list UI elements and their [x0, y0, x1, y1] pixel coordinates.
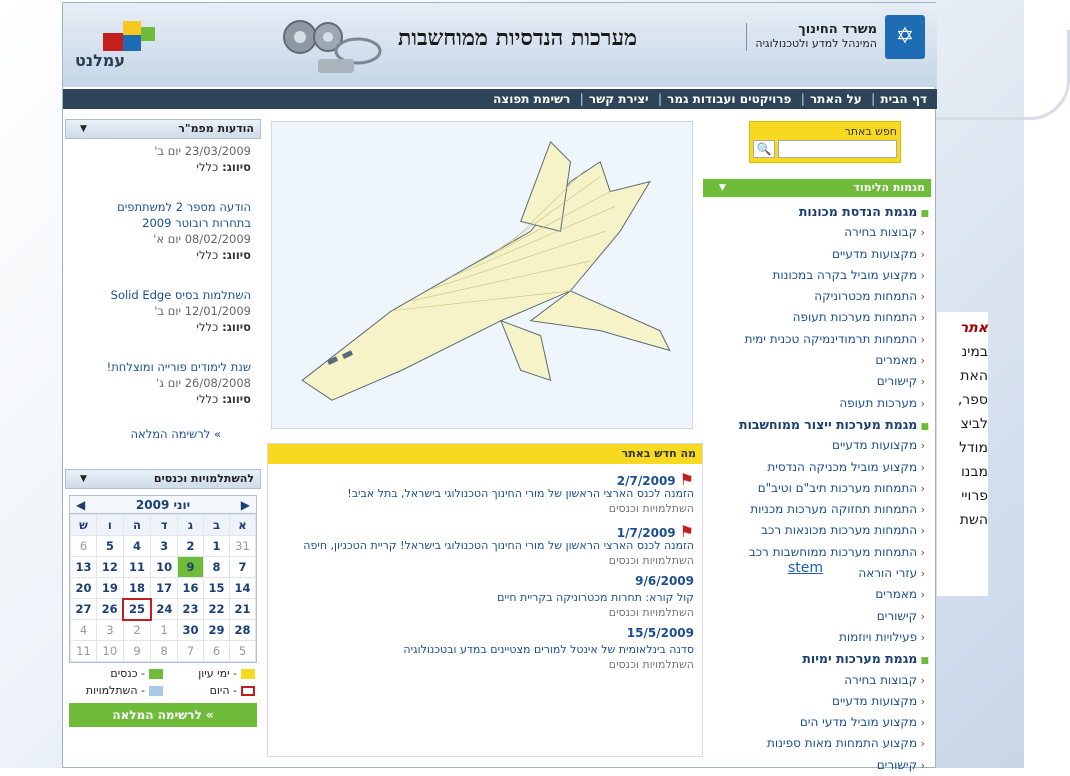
- main-navigation: דף הבית| על האתר| פרויקטים ועבודות גמר| יצירת קשר| רשימת תפוצה: [63, 89, 937, 109]
- category-link[interactable]: ‹ התמחות מערכות ממוחשבות רכב: [703, 542, 931, 563]
- legend-label: - היום: [209, 684, 237, 697]
- category-heading[interactable]: ■ מגמת מערכות ימיות: [703, 648, 931, 669]
- nav-home[interactable]: דף הבית: [880, 92, 927, 106]
- calendar-day[interactable]: 24: [151, 599, 178, 620]
- announcement-date: 12/01/2009 יום ב': [154, 304, 251, 318]
- news-date: 9/6/2009: [635, 574, 694, 588]
- news-category: השתלמויות וכנסים: [608, 554, 694, 567]
- gears-illustration-icon: [278, 11, 388, 81]
- category-link[interactable]: ‹ קבוצות בחירה: [703, 222, 931, 243]
- space-shuttle-illustration: [271, 121, 693, 429]
- category-link[interactable]: ‹ קבוצות בחירה: [703, 670, 931, 691]
- calendar-day[interactable]: 6: [203, 641, 229, 662]
- calendar-grid: [70, 514, 256, 662]
- category-link[interactable]: ‹ מערכות תעופה: [703, 393, 931, 414]
- category-link[interactable]: ‹ מקצועות מדעיים: [703, 435, 931, 456]
- news-title-link[interactable]: הזמנה לכנס הארצי הראשון של מורי החינוך הטכנולוגי בישראל! קריית הטכניון, חיפה: [303, 539, 694, 552]
- calendar-day[interactable]: 12: [96, 557, 123, 578]
- search-input[interactable]: [778, 140, 897, 158]
- logo-text: עמלנט: [75, 51, 126, 70]
- announcement-item: [65, 283, 261, 335]
- calendar-day[interactable]: 10: [96, 641, 123, 662]
- calendar-day[interactable]: 5: [229, 641, 255, 662]
- legend-swatch: [241, 686, 255, 696]
- red-flag-icon: ⚑: [679, 470, 694, 489]
- red-flag-icon: ⚑: [679, 522, 694, 541]
- announcement-item: [65, 139, 261, 175]
- announcement-category: סיווג: כללי: [196, 248, 251, 262]
- fragment-line: לביצ: [960, 416, 988, 432]
- category-link[interactable]: ‹ מאמרים: [703, 350, 931, 371]
- calendar-day[interactable]: 10: [151, 557, 178, 578]
- calendar-day[interactable]: 1: [151, 620, 178, 641]
- category-link[interactable]: ‹ התמחות מערכות תיב"ם וטיב"ם: [703, 478, 931, 499]
- announcement-title[interactable]: שנת לימודים פורייה ומוצלחת!: [106, 360, 251, 374]
- weekday-header: א: [229, 515, 255, 536]
- calendar-day[interactable]: 16: [178, 578, 204, 599]
- calendar-day[interactable]: 5: [96, 536, 123, 557]
- calendar-day[interactable]: 26: [96, 599, 123, 620]
- chevron-down-icon: ▼: [80, 474, 87, 484]
- fragment-line: ספר,: [957, 392, 988, 408]
- search-box: [749, 121, 901, 163]
- announcement-date: 08/02/2009 יום א': [153, 232, 251, 246]
- weekday-header: ד: [151, 515, 178, 536]
- nav-mailing-list[interactable]: רשימת תפוצה: [493, 92, 571, 106]
- calendar: [69, 495, 257, 663]
- calendar-legend: [65, 663, 261, 699]
- calendar-day[interactable]: 20: [71, 578, 97, 599]
- chevron-down-icon: ▼: [719, 183, 726, 193]
- news-category: השתלמויות וכנסים: [608, 658, 694, 671]
- legend-label: - כנסים: [110, 667, 145, 680]
- announcement-category: סיווג: כללי: [196, 392, 251, 406]
- calendar-day[interactable]: 11: [71, 641, 97, 662]
- calendar-day[interactable]: 6: [71, 536, 97, 557]
- category-link[interactable]: ‹ קישורים: [703, 371, 931, 392]
- news-category: השתלמויות וכנסים: [608, 606, 694, 619]
- announcements-header[interactable]: הודעות מפמ"ר ▼: [65, 119, 261, 139]
- calendar-day[interactable]: 29: [203, 620, 229, 641]
- category-link[interactable]: ‹ התמחות תרמודינמיקה טכנית ימית: [703, 329, 931, 350]
- calendar-day[interactable]: 27: [71, 599, 97, 620]
- category-link[interactable]: ‹ מקצוע התמחות מאות ספינות: [703, 733, 931, 754]
- legend-label: - השתלמויות: [85, 684, 145, 697]
- calendar-day[interactable]: 17: [151, 578, 178, 599]
- chevron-down-icon: ▼: [80, 124, 87, 134]
- weekday-header: ה: [123, 515, 151, 536]
- announcement-date: 23/03/2009 יום ב': [154, 144, 251, 158]
- calendar-day[interactable]: 8: [151, 641, 178, 662]
- calendar-day[interactable]: 9: [123, 641, 151, 662]
- calendar-day[interactable]: 7: [229, 557, 255, 578]
- category-link[interactable]: ‹ התמחות מערכות תעופה: [703, 307, 931, 328]
- fragment-link[interactable]: stem: [788, 560, 824, 576]
- calendar-day[interactable]: 31: [229, 536, 255, 557]
- search-icon[interactable]: 🔍: [753, 140, 775, 158]
- category-link[interactable]: ‹ מקצוע מוביל מדעי הים: [703, 712, 931, 733]
- calendar-day[interactable]: 28: [229, 620, 255, 641]
- category-link[interactable]: ‹ מאמרים: [703, 584, 931, 605]
- legend-item: [163, 665, 255, 682]
- calendar-day[interactable]: 14: [229, 578, 255, 599]
- prev-month-arrow-icon[interactable]: ◀: [76, 497, 86, 512]
- calendar-day[interactable]: 19: [96, 578, 123, 599]
- calendar-day-today[interactable]: 25: [123, 599, 151, 620]
- news-date: 15/5/2009: [626, 626, 694, 640]
- calendar-panel: [65, 469, 261, 727]
- calendar-day[interactable]: 21: [229, 599, 255, 620]
- calendar-day[interactable]: 2: [123, 620, 151, 641]
- weekday-header: ב: [203, 515, 229, 536]
- background-swoosh: [930, 30, 1070, 120]
- fragment-line: במינ: [961, 344, 988, 360]
- nav-about[interactable]: על האתר: [809, 92, 862, 106]
- calendar-day[interactable]: 4: [123, 536, 151, 557]
- category-link[interactable]: ‹ התמחות מכטרוניקה: [703, 286, 931, 307]
- category-link[interactable]: ‹ קישורים: [703, 755, 931, 776]
- calendar-day[interactable]: 7: [178, 641, 204, 662]
- calendar-full-list-button[interactable]: » לרשימה המלאה: [69, 703, 257, 727]
- calendar-day[interactable]: 30: [178, 620, 204, 641]
- site-title: מערכות הנדסיות ממוחשבות: [398, 25, 638, 51]
- category-link[interactable]: ‹ מקצוע מוביל בקרה במכונות: [703, 265, 931, 286]
- announcement-category: סיווג: כללי: [196, 160, 251, 174]
- legend-item: [71, 682, 163, 699]
- calendar-day[interactable]: 4: [71, 620, 97, 641]
- weekday-header: ו: [96, 515, 123, 536]
- legend-swatch: [149, 686, 163, 696]
- news-item: [268, 464, 702, 516]
- legend-label: - ימי עיון: [198, 667, 237, 680]
- news-category: השתלמויות וכנסים: [608, 502, 694, 515]
- ministry-title: משרד החינוך: [798, 22, 877, 37]
- news-title-link[interactable]: קול קורא: תחרות מכטרוניקה בקריית חיים: [497, 591, 694, 604]
- calendar-day[interactable]: 15: [203, 578, 229, 599]
- ministry-subtitle: המינהל למדע ולטכנולוגיה: [755, 37, 877, 50]
- legend-swatch: [149, 669, 163, 679]
- calendar-day[interactable]: 8: [203, 557, 229, 578]
- news-header: מה חדש באתר: [268, 444, 702, 464]
- news-title-link[interactable]: סדנה בינלאומית של אינטל למורים מצטיינים במדע ובטכנולוגיה: [403, 643, 694, 656]
- news-item: [268, 568, 702, 620]
- calendar-day[interactable]: 23: [178, 599, 204, 620]
- category-link[interactable]: ‹ פעילויות ויוזמות: [703, 627, 931, 648]
- legend-swatch: [241, 669, 255, 679]
- category-heading[interactable]: ■ מגמת הנדסת מכונות: [703, 201, 931, 222]
- categories-header[interactable]: מגמות הלימוד ▼: [703, 179, 931, 197]
- calendar-day[interactable]: 3: [96, 620, 123, 641]
- search-label: חפש באתר: [844, 125, 897, 138]
- category-link[interactable]: ‹ התמחות תחזוקה מערכות מכניות: [703, 499, 931, 520]
- ministry-branding: [746, 15, 925, 59]
- nav-contact[interactable]: יצירת קשר: [588, 92, 649, 106]
- fragment-line: אתר: [959, 320, 988, 336]
- calendar-day[interactable]: 22: [203, 599, 229, 620]
- calendar-month-label: יוני 2009: [135, 497, 191, 512]
- site-header: [63, 3, 937, 87]
- calendar-header[interactable]: להשתלמויות וכנסים ▼: [65, 469, 261, 489]
- fragment-line: מבנו: [960, 464, 988, 480]
- category-link[interactable]: ‹ מקצועות מדעיים: [703, 244, 931, 265]
- next-month-arrow-icon[interactable]: ▶: [240, 497, 250, 512]
- announcement-title[interactable]: השתלמות בסיס Solid Edge: [110, 288, 251, 302]
- category-link[interactable]: ‹ קישורים: [703, 606, 931, 627]
- news-item: [268, 516, 702, 568]
- calendar-day[interactable]: 11: [123, 557, 151, 578]
- category-link[interactable]: ‹ התמחות מערכות מכונאות רכב: [703, 520, 931, 541]
- news-title-link[interactable]: הזמנה לכנס הארצי הראשון של מורי החינוך הטכנולוגי בישראל, בתל אביב!: [347, 487, 694, 500]
- fragment-line: האת: [960, 368, 988, 384]
- category-link[interactable]: ‹ מקצוע מוביל מכניקה הנדסית: [703, 457, 931, 478]
- fragment-line: פרויי: [961, 488, 988, 504]
- calendar-day[interactable]: 2: [178, 536, 204, 557]
- announcement-item: [65, 355, 261, 407]
- weekday-header: ש: [71, 515, 97, 536]
- category-heading[interactable]: ■ מגמת מערכות ייצור ממוחשבות: [703, 414, 931, 435]
- fragment-line: השת: [959, 512, 988, 528]
- state-emblem-icon: ✡: [885, 15, 925, 59]
- legend-item: [163, 682, 255, 699]
- category-link[interactable]: ‹ מקצועות מדעיים: [703, 691, 931, 712]
- calendar-day[interactable]: 1: [203, 536, 229, 557]
- announcement-date: 26/08/2008 יום ג': [156, 376, 251, 390]
- calendar-day[interactable]: 9: [178, 557, 204, 578]
- weekday-header: ג: [178, 515, 204, 536]
- announcements-full-list-link[interactable]: » לרשימה המלאה: [130, 427, 221, 441]
- news-panel: [267, 443, 703, 757]
- announcement-title[interactable]: הודעה מספר 2 למשתתפים בתחרות רובוטר 2009: [117, 200, 251, 230]
- fragment-line: מודל: [959, 440, 988, 456]
- calendar-day[interactable]: 3: [151, 536, 178, 557]
- announcement-item: [65, 195, 261, 263]
- legend-item: [71, 665, 163, 682]
- nav-projects[interactable]: פרויקטים ועבודות גמר: [667, 92, 792, 106]
- announcement-category: סיווג: כללי: [196, 320, 251, 334]
- announcements-panel: [65, 119, 261, 441]
- news-item: [268, 620, 702, 672]
- calendar-day[interactable]: 18: [123, 578, 151, 599]
- news-date: ⚑1/7/2009: [616, 522, 694, 541]
- category-link[interactable]: ‹ עזרי הוראה: [703, 563, 931, 584]
- calendar-day[interactable]: 13: [71, 557, 97, 578]
- news-date: ⚑2/7/2009: [616, 470, 694, 489]
